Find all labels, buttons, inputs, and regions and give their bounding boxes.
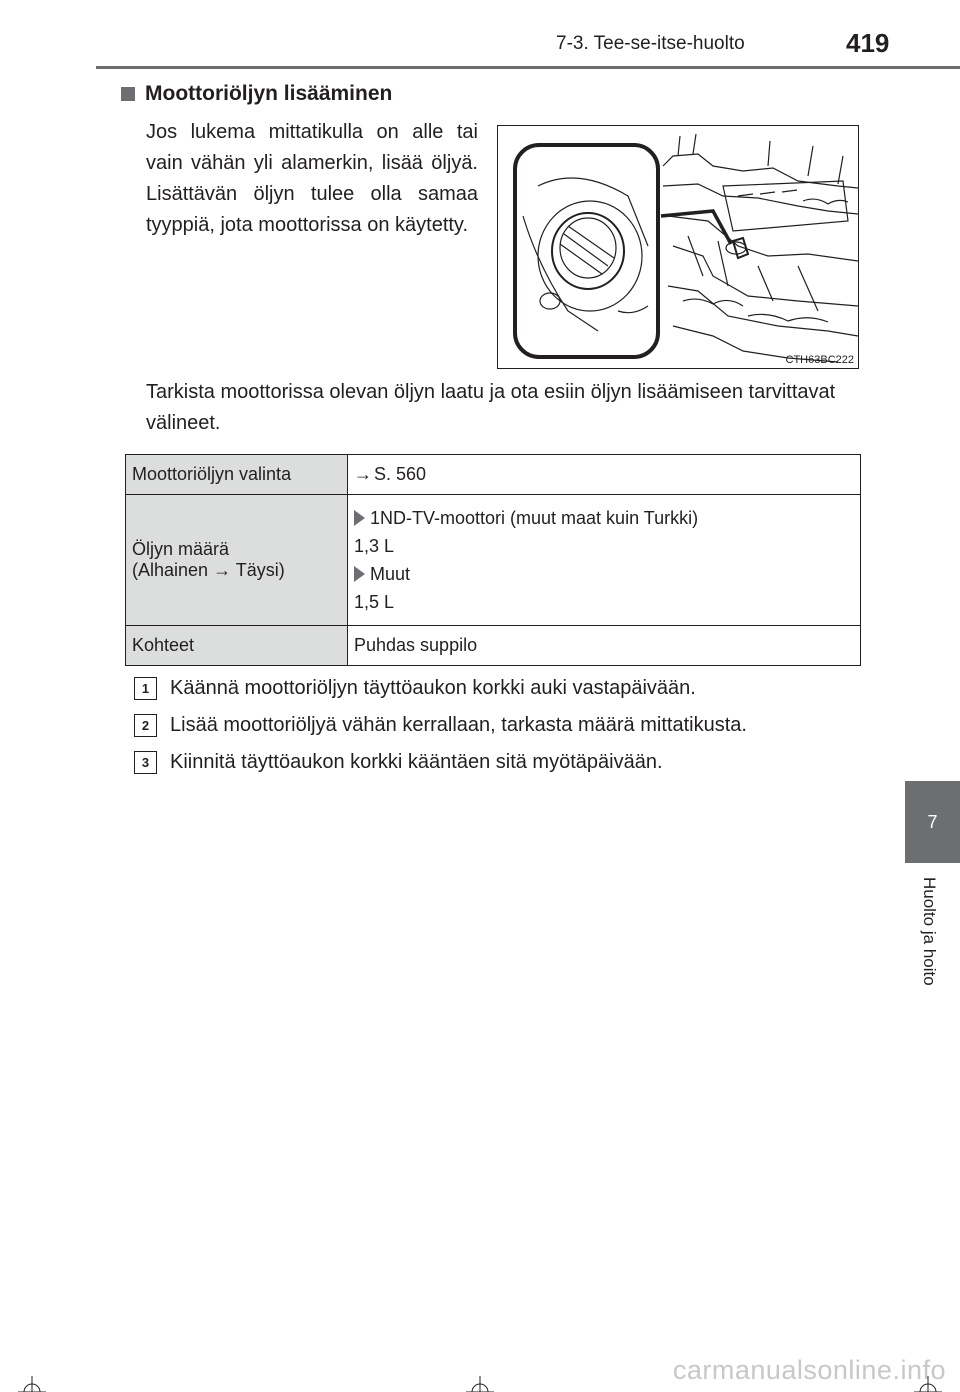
oil-amount-value: 1,3 L (354, 536, 395, 556)
table-value-cell (348, 495, 861, 626)
table-row (126, 626, 861, 666)
arrow-icon: → (354, 464, 372, 484)
table-label-cell: Moottoriöljyn valinta (126, 455, 348, 495)
intro-paragraph: Jos lukema mittatikulla on alle tai vain vähän yli alamerkin, lisää öljyä. Lisättävän öljyn tulee olla samaa tyyppiä, jota moottorissa on käytetty. (146, 121, 478, 236)
table-row (126, 495, 861, 626)
crop-mark-icon (14, 1372, 50, 1392)
watermark: carmanualsonline.info (672, 1355, 946, 1385)
page-number: 419 (846, 28, 890, 58)
table-label-cell: Kohteet (126, 626, 348, 666)
step-2 (134, 714, 747, 737)
figure-code: CTH63BC222 (785, 354, 854, 366)
table-value-cell: Puhdas suppilo (348, 626, 861, 666)
step-number-box: 3 (134, 751, 157, 774)
page-reference-link[interactable]: S. 560 (374, 464, 427, 484)
chapter-label: Huolto ja hoito (920, 877, 939, 986)
check-paragraph: Tarkista moottorissa olevan öljyn laatu ja ota esiin öljyn lisäämiseen tarvittavat välineet. (146, 381, 836, 434)
oil-spec-table (125, 454, 861, 666)
engine-oil-cap-illustration (497, 125, 859, 369)
section-heading-text: Moottoriöljyn lisääminen (145, 82, 393, 105)
step-number-box: 2 (134, 714, 157, 737)
triangle-bullet-icon (354, 510, 365, 526)
table-row (126, 455, 861, 495)
crop-mark-icon (910, 1372, 946, 1392)
chapter-tab[interactable]: 7 (905, 781, 960, 863)
header-rule (96, 66, 960, 69)
step-text: Käännä moottoriöljyn täyttöaukon korkki auki vastapäivään. (170, 677, 696, 699)
engine-option-line: 1ND-TV-moottori (muut maat kuin Turkki) (354, 504, 854, 532)
table-value-cell (348, 455, 861, 495)
oil-amount-label: Öljyn määrä (132, 539, 230, 559)
square-bullet-icon (121, 87, 135, 101)
engine-bay-drawing (498, 126, 858, 368)
step-3 (134, 751, 663, 774)
step-text: Lisää moottoriöljyä vähän kerrallaan, tarkasta määrä mittatikusta. (170, 714, 747, 736)
oil-amount-range-label: (Alhainen → Täysi) (132, 560, 285, 580)
table-label-cell (126, 495, 348, 626)
engine-option-line: Muut (354, 560, 854, 588)
header-section-title: 7-3. Tee-se-itse-huolto (556, 33, 745, 54)
oil-amount-value: 1,5 L (354, 592, 395, 612)
triangle-bullet-icon (354, 566, 365, 582)
step-text: Kiinnitä täyttöaukon korkki kääntäen sitä myötäpäivään. (170, 751, 663, 773)
arrow-icon: → (213, 560, 232, 580)
step-1 (134, 677, 696, 700)
step-number-box: 1 (134, 677, 157, 700)
section-heading (121, 82, 392, 106)
crop-mark-icon (462, 1372, 498, 1392)
